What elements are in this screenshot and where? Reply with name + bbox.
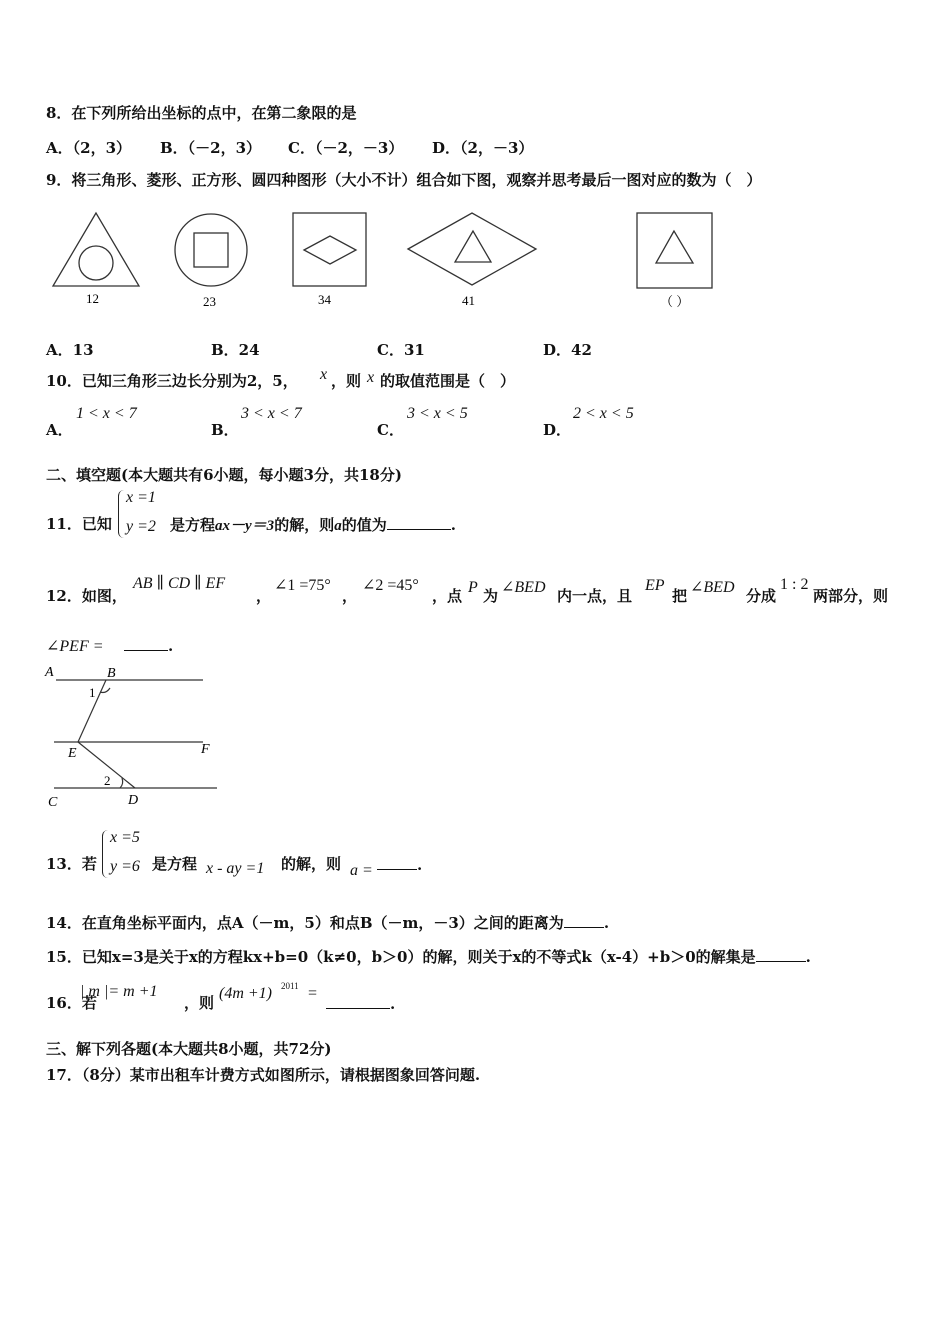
q8-stem: 8．在下列所给出坐标的点中，在第二象限的是 [46,104,357,122]
q10-stem-c: 的取值范围是（ ） [380,372,516,390]
figure-label-blank: （ ） [660,294,690,309]
q10-label-c: C． [377,421,404,439]
section2-title: 二、填空题(本大题共有6小题，每小题3分，共18分) [46,466,402,484]
q16-prefix: 16．若 [46,994,97,1012]
q10-stem-b: ，则 [331,372,362,390]
q13-text: 是方程 [152,855,198,873]
figure-label-12: 12 [86,291,99,306]
q9-option-c: C．31 [377,341,425,359]
diamond-triangle-shape [408,213,536,285]
label-D: D [128,793,139,808]
q11-answer-blank[interactable] [387,515,451,530]
q13-answer: . [377,855,422,874]
q12-answer-lhs: ∠PEF = [46,638,104,655]
q10-range-b: 3 < x < 7 [241,405,302,422]
q16-answer-blank[interactable] [326,994,390,1009]
q17: 17．（8分）某市出租车计费方式如图所示，请根据图象回答问题. [46,1066,481,1084]
q12-angle1: ∠1 =75° [274,577,331,594]
q16-answer: . [326,994,395,1013]
q10-label-b: B． [211,421,239,439]
q11-eq2: y =2 [126,518,156,535]
label-A: A [45,665,54,680]
q14: 14．在直角坐标平面内，点A（－m，5）和点B（－m，－3）之间的距离为 . [46,914,610,932]
label-C: C [48,795,58,810]
q9-option-a: A．13 [46,341,94,359]
q11-text: 是方程ax－y＝3的解，则a的值为 . [170,516,456,534]
q12-prefix: 12．如图， [46,587,127,605]
q12-angle-bed: ∠BED [501,579,546,596]
square-diamond-shape [293,213,366,286]
label-B: B [107,666,116,681]
q12-t6: 两部分，则 [813,587,889,605]
q12-point-p: P [468,579,478,596]
q10-range-a: 1 < x < 7 [76,405,137,422]
q9-stem: 9．将三角形、菱形、正方形、圆四种图形（大小不计）组合如下图，观察并思考最后一图对应的数为（ ） [46,171,762,189]
q10-var-x2: x [367,369,375,386]
label-F: F [201,742,210,757]
q15: 15．已知x=3是关于x的方程kx+b=0（k≠0，b＞0）的解，则关于x的不等式k（x-4）+b＞0的解集是 . [46,948,811,966]
q11-equation: ax－y＝3 [215,518,275,534]
q16-eq: = [308,985,318,1002]
square-triangle-shape [637,213,712,288]
q11-var-a: a [334,518,342,534]
q12-t1: ，点 [432,587,463,605]
q12-answer-blank[interactable] [124,636,168,651]
figure-label-41: 41 [462,293,475,308]
triangle-circle-shape [53,213,139,286]
q10-label-a: A． [46,421,73,439]
q14-answer-blank[interactable] [564,913,604,928]
q13-brace [102,830,108,878]
q12-angle-bed2: ∠BED [690,579,735,596]
q16-mid: ，则 [184,994,215,1012]
q12-t2: 为 [483,587,499,605]
q10-var-x: x [320,366,328,383]
q12-sep1: ， [256,587,272,605]
q11-prefix: 11．已知 [46,515,112,533]
q9-option-d: D．42 [543,341,592,359]
q12-sep2: ， [342,587,358,605]
section3-title: 三、解下列各题(本大题共8小题，共72分) [46,1040,332,1058]
q13-eq1: x =5 [110,829,140,846]
q12-ratio: 1 : 2 [780,576,809,593]
q16-exponent: 2011 [281,981,299,991]
q13-equation: x - ay =1 [206,860,265,877]
q16-m2: (4m +1) [219,985,273,1002]
q12-answer: . [124,636,173,655]
label-2: 2 [104,773,111,788]
q15-answer-blank[interactable] [756,947,806,962]
q10-range-d: 2 < x < 5 [573,405,634,422]
q12-t4: 把 [672,587,688,605]
q13-eq2: y =6 [110,858,140,875]
q8-option-b: B．（－2，3） [160,139,262,157]
q11-brace [118,490,124,538]
q8-option-a: A．（2，3） [46,139,132,157]
q12-angle2: ∠2 =45° [362,577,419,594]
q10-label-d: D． [543,421,572,439]
q12-parallel: AB ∥ CD ∥ EF [133,575,226,592]
q13-answer-lhs: a = [350,862,373,879]
q13-prefix: 13．若 [46,855,97,873]
q12-figure [40,660,230,810]
figure-label-23: 23 [203,294,216,309]
q9-figure [40,205,740,315]
q13-answer-blank[interactable] [377,855,417,870]
circle-square-shape [175,214,247,286]
q13-suffix: 的解，则 [281,855,342,873]
q12-t3: 内一点，且 [557,587,633,605]
q10-stem-a: 10．已知三角形三边长分别为2，5， [46,372,298,390]
q8-option-d: D．（2，－3） [432,139,534,157]
q8-option-c: C．（－2，－3） [288,139,404,157]
q11-eq1: x =1 [126,489,156,506]
q12-ep: EP [645,577,665,594]
q12-t5: 分成 [746,587,777,605]
q9-option-b: B．24 [211,341,260,359]
q16-m1: | m |= m +1 [80,983,158,1000]
label-E: E [68,746,77,761]
label-1: 1 [89,685,96,700]
figure-label-34: 34 [318,292,331,307]
q10-range-c: 3 < x < 5 [407,405,468,422]
